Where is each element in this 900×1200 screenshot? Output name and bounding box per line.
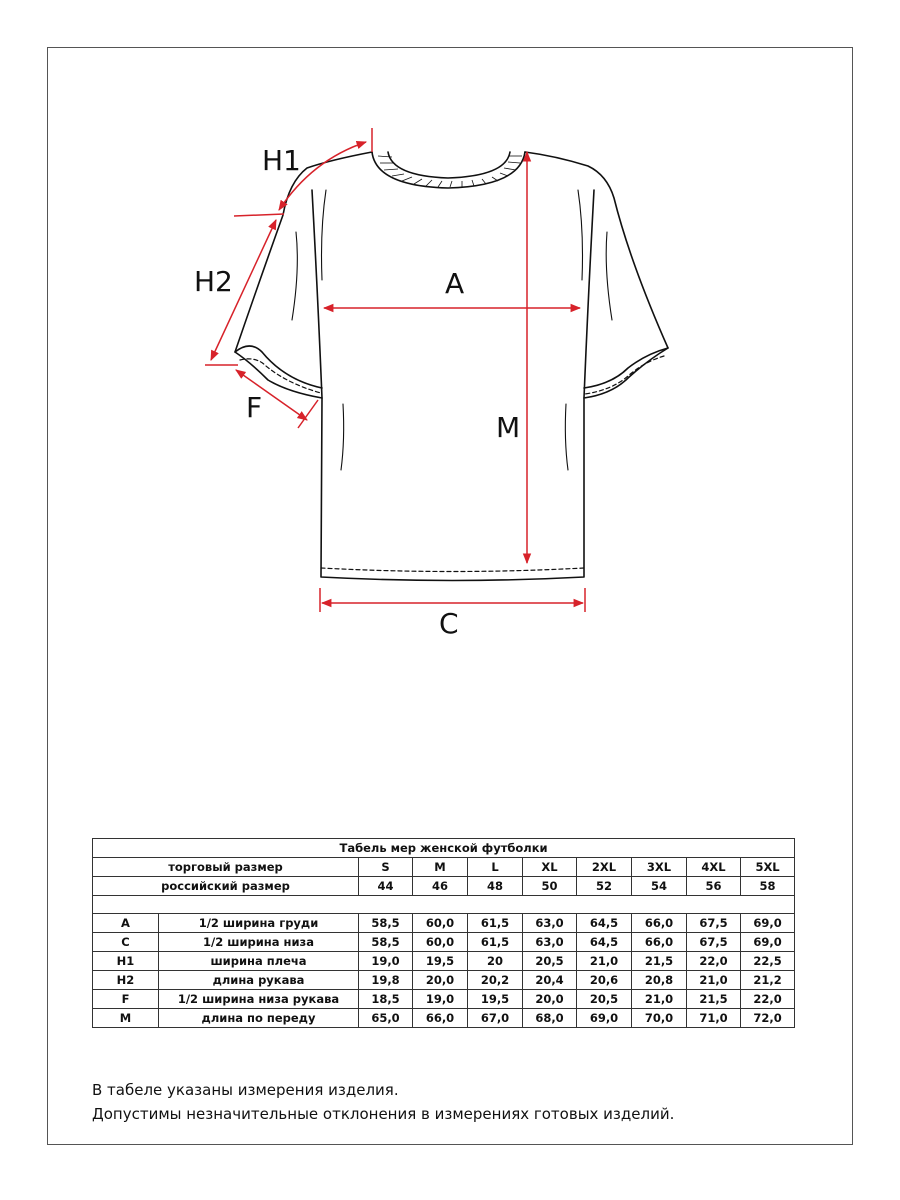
- measurement-row: [93, 990, 795, 1009]
- measurement-value: 70,0: [632, 1009, 687, 1028]
- measurement-value: 72,0: [741, 1009, 795, 1028]
- measurement-value: 19,0: [413, 990, 468, 1009]
- measurement-value: 20,8: [632, 971, 687, 990]
- measurement-value: 66,0: [632, 914, 687, 933]
- measurement-value: 61,5: [468, 933, 523, 952]
- label-h1: H1: [262, 144, 301, 177]
- table-title: Табель мер женской футболки: [93, 839, 795, 858]
- dimension-lines: [205, 128, 585, 612]
- russian-size-cell: 54: [632, 877, 687, 896]
- measurement-value: 20,6: [577, 971, 632, 990]
- russian-size-label: российский размер: [93, 877, 359, 896]
- measurement-value: 19,5: [468, 990, 523, 1009]
- measurement-value: 65,0: [359, 1009, 413, 1028]
- measurement-value: 60,0: [413, 914, 468, 933]
- trade-size-cell: M: [413, 858, 468, 877]
- trade-size-cell: 2XL: [577, 858, 632, 877]
- measurement-value: 21,0: [687, 971, 741, 990]
- measurement-code: F: [93, 990, 159, 1009]
- measurement-value: 67,5: [687, 914, 741, 933]
- trade-size-cell: S: [359, 858, 413, 877]
- measurement-value: 19,5: [413, 952, 468, 971]
- measurement-value: 69,0: [741, 933, 795, 952]
- measurement-value: 66,0: [632, 933, 687, 952]
- trade-size-cell: L: [468, 858, 523, 877]
- trade-size-cell: 5XL: [741, 858, 795, 877]
- measurement-value: 21,0: [632, 990, 687, 1009]
- measurement-code: C: [93, 933, 159, 952]
- measurement-value: 20,0: [523, 990, 577, 1009]
- measurement-value: 21,5: [632, 952, 687, 971]
- russian-size-row: [93, 877, 795, 896]
- measurement-name: ширина плеча: [159, 952, 359, 971]
- measurement-row: [93, 1009, 795, 1028]
- russian-size-cell: 44: [359, 877, 413, 896]
- trade-size-cell: 3XL: [632, 858, 687, 877]
- russian-size-cell: 46: [413, 877, 468, 896]
- measurement-value: 69,0: [741, 914, 795, 933]
- measurement-name: 1/2 ширина низа: [159, 933, 359, 952]
- measurement-value: 20,4: [523, 971, 577, 990]
- measurement-value: 67,0: [468, 1009, 523, 1028]
- measurement-value: 20,5: [577, 990, 632, 1009]
- measurement-value: 60,0: [413, 933, 468, 952]
- measurement-code: A: [93, 914, 159, 933]
- label-h2: H2: [194, 265, 233, 298]
- label-c: C: [439, 607, 459, 640]
- measurement-value: 58,5: [359, 933, 413, 952]
- measurement-value: 21,2: [741, 971, 795, 990]
- measurement-value: 63,0: [523, 933, 577, 952]
- trade-size-label: торговый размер: [93, 858, 359, 877]
- russian-size-cell: 52: [577, 877, 632, 896]
- size-chart-table: [92, 838, 795, 1028]
- measurement-value: 20: [468, 952, 523, 971]
- note-line-2: Допустимы незначительные отклонения в измерениях готовых изделий.: [92, 1105, 675, 1123]
- measurement-value: 68,0: [523, 1009, 577, 1028]
- measurement-value: 20,5: [523, 952, 577, 971]
- measurement-row: [93, 971, 795, 990]
- measurement-name: длина рукава: [159, 971, 359, 990]
- measurement-value: 20,2: [468, 971, 523, 990]
- measurement-value: 22,0: [687, 952, 741, 971]
- measurement-value: 64,5: [577, 933, 632, 952]
- trade-size-cell: XL: [523, 858, 577, 877]
- russian-size-cell: 56: [687, 877, 741, 896]
- measurement-value: 19,0: [359, 952, 413, 971]
- table-spacer: [93, 896, 795, 914]
- table-title-row: [93, 839, 795, 858]
- trade-size-row: [93, 858, 795, 877]
- label-m: M: [496, 411, 521, 444]
- notes: [92, 1078, 674, 1126]
- measurement-value: 21,0: [577, 952, 632, 971]
- measurement-row: [93, 952, 795, 971]
- measurement-value: 64,5: [577, 914, 632, 933]
- measurement-value: 22,0: [741, 990, 795, 1009]
- tshirt-outline: [235, 152, 668, 581]
- measurement-value: 19,8: [359, 971, 413, 990]
- measurement-value: 20,0: [413, 971, 468, 990]
- measurement-code: H1: [93, 952, 159, 971]
- trade-size-cell: 4XL: [687, 858, 741, 877]
- measurement-row: [93, 914, 795, 933]
- measurement-row: [93, 933, 795, 952]
- measurement-name: 1/2 ширина груди: [159, 914, 359, 933]
- measurement-value: 18,5: [359, 990, 413, 1009]
- measurement-name: длина по переду: [159, 1009, 359, 1028]
- measurement-value: 22,5: [741, 952, 795, 971]
- measurement-value: 71,0: [687, 1009, 741, 1028]
- measurement-value: 21,5: [687, 990, 741, 1009]
- measurement-value: 63,0: [523, 914, 577, 933]
- measurement-value: 67,5: [687, 933, 741, 952]
- russian-size-cell: 50: [523, 877, 577, 896]
- measurement-name: 1/2 ширина низа рукава: [159, 990, 359, 1009]
- measurement-value: 58,5: [359, 914, 413, 933]
- measurement-value: 61,5: [468, 914, 523, 933]
- label-f: F: [246, 391, 263, 424]
- note-line-1: В табеле указаны измерения изделия.: [92, 1081, 399, 1099]
- russian-size-cell: 48: [468, 877, 523, 896]
- table-spacer-row: [93, 896, 795, 914]
- label-a: A: [445, 267, 465, 300]
- measurement-value: 69,0: [577, 1009, 632, 1028]
- neck-rib-hatching: [378, 156, 522, 187]
- russian-size-cell: 58: [741, 877, 795, 896]
- measurement-code: H2: [93, 971, 159, 990]
- measurement-value: 66,0: [413, 1009, 468, 1028]
- measurement-code: M: [93, 1009, 159, 1028]
